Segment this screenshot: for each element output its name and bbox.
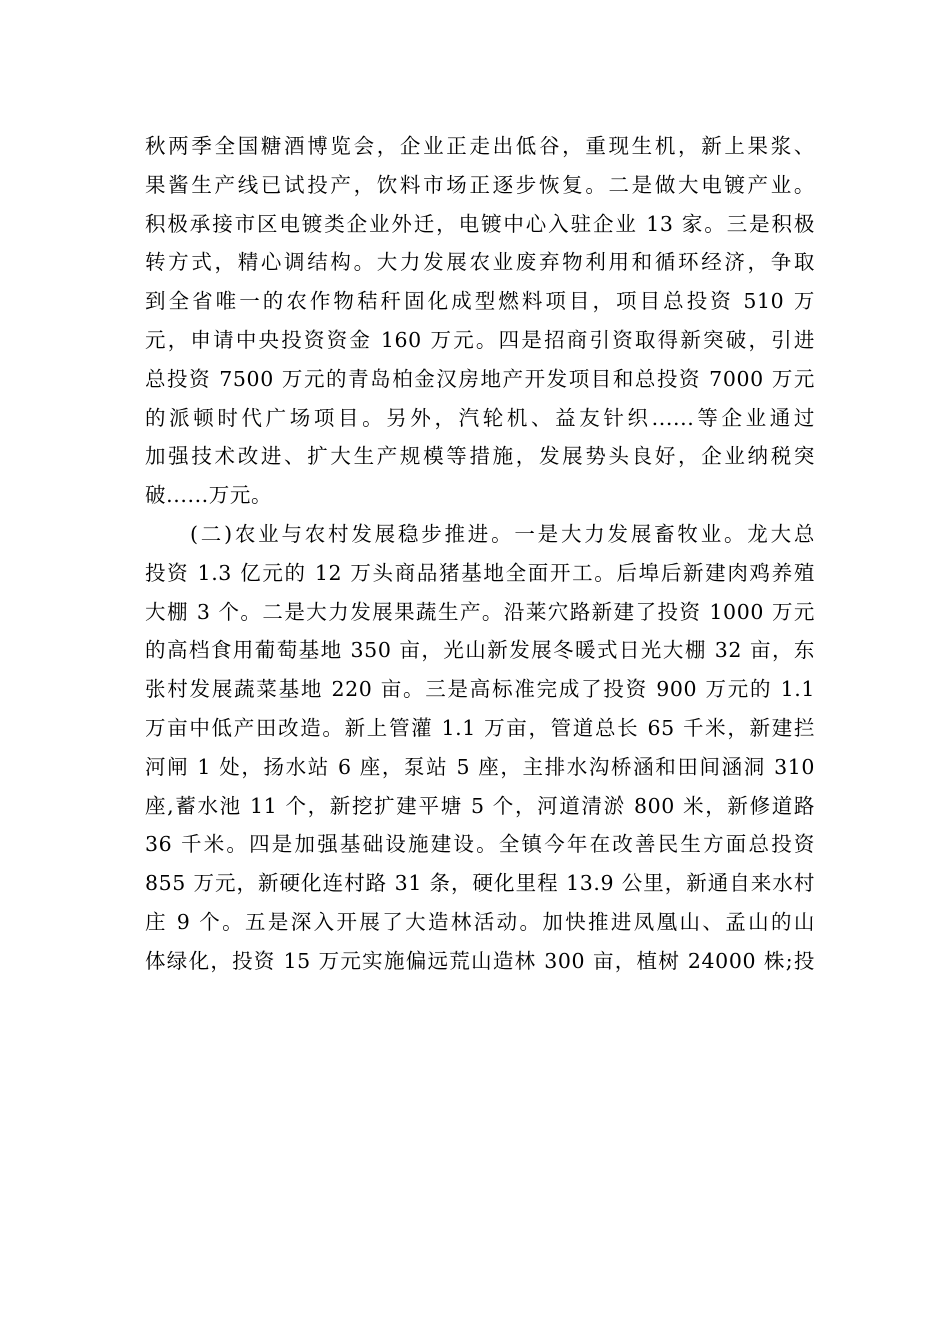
text-line: 座,蓄水池 11 个，新挖扩建平塘 5 个，河道清淤 800 米，新修道路 — [145, 793, 815, 818]
text-line: 转方式，精心调结构。大力发展农业废弃物利用和循环经济，争取 — [145, 250, 815, 275]
text-line: 投资 1.3 亿元的 12 万头商品猪基地全面开工。后埠后新建肉鸡养殖 — [145, 560, 815, 585]
text-line: 万亩中低产田改造。新上管灌 1.1 万亩，管道总长 65 千米，新建拦 — [145, 715, 815, 740]
text-line: 的派顿时代广场项目。另外，汽轮机、益友针织......等企业通过 — [145, 405, 815, 430]
text-line: 破......万元。 — [145, 483, 273, 508]
text-line: 36 千米。四是加强基础设施建设。全镇今年在改善民生方面总投资 — [145, 832, 815, 857]
text-line: 果酱生产线已试投产，饮料市场正逐步恢复。二是做大电镀产业。 — [145, 172, 815, 197]
text-line: 855 万元，新硬化连村路 31 条，硬化里程 13.9 公里，新通自来水村 — [145, 871, 815, 896]
text-line: 河闸 1 处，扬水站 6 座，泵站 5 座，主排水沟桥涵和田间涵洞 310 — [145, 754, 815, 779]
text-line: 积极承接市区电镀类企业外迁，电镀中心入驻企业 13 家。三是积极 — [145, 211, 815, 236]
text-line: 的高档食用葡萄基地 350 亩，光山新发展冬暖式日光大棚 32 亩，东 — [145, 638, 815, 663]
text-line: 元，申请中央投资资金 160 万元。四是招商引资取得新突破，引进 — [145, 327, 815, 352]
text-line: 体绿化，投资 15 万元实施偏远荒山造林 300 亩，植树 24000 株;投 — [145, 948, 815, 973]
text-line: 秋两季全国糖酒博览会，企业正走出低谷，重现生机，新上果浆、 — [145, 134, 815, 158]
text-line: 大棚 3 个。二是大力发展果蔬生产。沿莱穴路新建了投资 1000 万元 — [145, 599, 815, 624]
paragraph-heading-line: (二)农业与农村发展稳步推进。一是大力发展畜牧业。龙大总 — [190, 521, 815, 546]
text-line: 到全省唯一的农作物秸秆固化成型燃料项目，项目总投资 510 万 — [145, 289, 815, 314]
document-body — [145, 127, 815, 981]
text-line: 庄 9 个。五是深入开展了大造林活动。加快推进凤凰山、孟山的山 — [145, 909, 815, 934]
text-line: 总投资 7500 万元的青岛柏金汉房地产开发项目和总投资 7000 万元 — [145, 366, 815, 391]
text-line: 加强技术改进、扩大生产规模等措施，发展势头良好，企业纳税突 — [145, 444, 815, 469]
text-line: 张村发展蔬菜基地 220 亩。三是高标准完成了投资 900 万元的 1.1 — [145, 677, 815, 702]
